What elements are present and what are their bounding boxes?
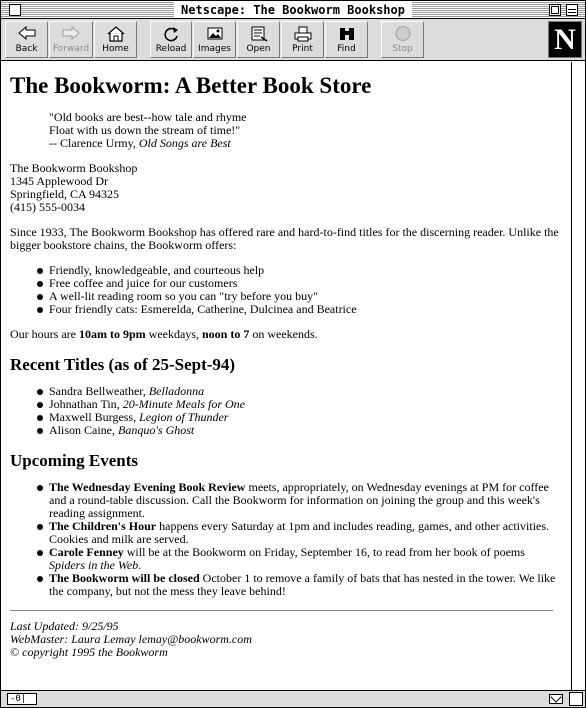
forward-arrow-icon [61,25,81,42]
stop-button[interactable] [381,21,424,58]
event-text: meets, appropriately, on Wednesday evenings at PM for coffee and a round-table discussion. Call the Bookworm for information on joining the group and this week's reading assignment. [49,480,549,520]
quote-block [49,111,562,150]
list-item: Free coffee and juice for our customers [49,277,562,290]
recent-titles-heading: Recent Titles (as of 25-Sept-94) [10,355,236,374]
title-author: Maxwell Burgess, [49,410,140,424]
security-key-icon[interactable]: -0| [7,693,37,705]
open-label: Open [246,44,271,54]
event-text: October 1 to remove a family of bats that has nested in the tower. We like the company, but not the mess they leave behind! [49,571,556,598]
stop-icon [393,25,413,42]
page-heading: The Bookworm: A Better Book Store [10,73,372,98]
print-label: Print [292,44,313,54]
reload-button[interactable] [150,21,192,58]
event-name: The Children's Hour [49,519,157,533]
open-icon [249,25,269,42]
back-arrow-icon [17,25,37,42]
event-name: The Bookworm will be closed [49,571,200,585]
title-bar[interactable] [1,1,585,19]
offers-list [10,264,562,316]
footer-divider [10,610,553,612]
forward-button[interactable] [49,21,93,58]
images-label: Images [198,44,231,54]
list-item: Four friendly cats: Esmerelda, Catherine, Dulcinea and Beatrice [49,303,562,316]
toolbar [1,19,585,61]
title-name: Legion of Thunder [139,410,229,424]
last-updated: Last Updated: 9/25/95 [10,619,119,633]
reload-icon [161,25,181,42]
event-text: will be at the Bookworm on Friday, September 16, to read from her book of poems [123,545,525,559]
zoom-box-icon[interactable] [549,4,561,16]
list-item: Friendly, knowledgeable, and courteous help [49,264,562,277]
title-name: Banquo's Ghost [118,423,195,437]
list-item [49,572,562,598]
events-list [10,481,562,598]
hours-paragraph [10,328,562,341]
list-item [49,546,562,572]
find-label: Find [337,44,356,54]
quote-source-title: Old Songs are Best [138,136,231,150]
home-label: Home [102,44,129,54]
list-item [49,424,562,437]
hours-middle: weekdays, [145,327,202,341]
find-button[interactable] [325,21,368,58]
title-author: Johnathan Tin, [49,397,123,411]
netscape-logo [548,21,582,58]
home-button[interactable] [94,21,137,58]
list-item [49,520,562,546]
home-icon [106,25,126,42]
quote-attribution: -- Clarence Urmy, [49,136,139,150]
event-book-title: Spiders in the Web [49,558,139,572]
shop-city: Springfield, CA 94325 [10,187,120,201]
vertical-scrollbar[interactable] [571,62,585,690]
images-icon [205,25,225,42]
printer-icon [293,25,313,42]
resize-grow-icon[interactable] [569,692,583,706]
window-title: Netscape: The Bookworm Bookshop [174,2,412,18]
quote-line-2: Float with us down the stream of time!" [49,123,241,137]
list-item: A well-lit reading room so you can "try before you buy" [49,290,562,303]
address-block [10,162,562,214]
quote-line-1: "Old books are best--how tale and rhyme [49,110,247,124]
status-bar [1,690,585,707]
close-box-icon[interactable] [9,4,21,16]
hours-weekends: noon to 7 [201,327,250,341]
event-text: happens every Saturday at 1pm and includes reading, games, and other activities. Cookies and milk are served. [49,519,550,546]
title-name: 20-Minute Meals for One [122,397,245,411]
back-label: Back [15,44,38,54]
stop-label: Stop [392,44,413,54]
upcoming-events-heading: Upcoming Events [10,451,138,470]
page-footer [10,620,562,659]
images-button[interactable] [193,21,236,58]
mail-icon[interactable] [549,694,563,704]
reload-label: Reload [155,44,187,54]
hours-suffix: on weekends. [249,327,318,341]
collapse-box-icon[interactable] [566,4,578,16]
page-content[interactable] [1,62,571,690]
netscape-logo-letter: N [554,22,576,56]
event-text-end: . [138,558,142,572]
shop-phone: (415) 555-0034 [10,200,85,214]
intro-paragraph: Since 1933, The Bookworm Bookshop has offered rare and hard-to-find titles for the discerning reader. Unlike the bigger bookstore chains, the Bookworm offers: [10,225,559,252]
shop-street: 1345 Applewood Dr [10,174,108,188]
event-name: The Wednesday Evening Book Review [49,480,246,494]
title-author: Sandra Bellweather, [49,384,149,398]
event-name: Carole Fenney [49,545,124,559]
list-item [49,481,562,520]
back-button[interactable] [5,21,48,58]
copyright: © copyright 1995 the Bookworm [10,645,168,659]
recent-titles-list [10,385,562,437]
title-name: Belladonna [148,384,205,398]
title-author: Alison Caine, [49,423,118,437]
shop-name: The Bookworm Bookshop [10,161,138,175]
hours-prefix: Our hours are [10,327,79,341]
hours-weekdays: 10am to 9pm [78,327,146,341]
webmaster: WebMaster: Laura Lemay lemay@bookworm.com [10,632,252,646]
open-button[interactable] [237,21,280,58]
print-button[interactable] [281,21,324,58]
binoculars-icon [337,25,357,42]
forward-label: Forward [52,44,90,54]
